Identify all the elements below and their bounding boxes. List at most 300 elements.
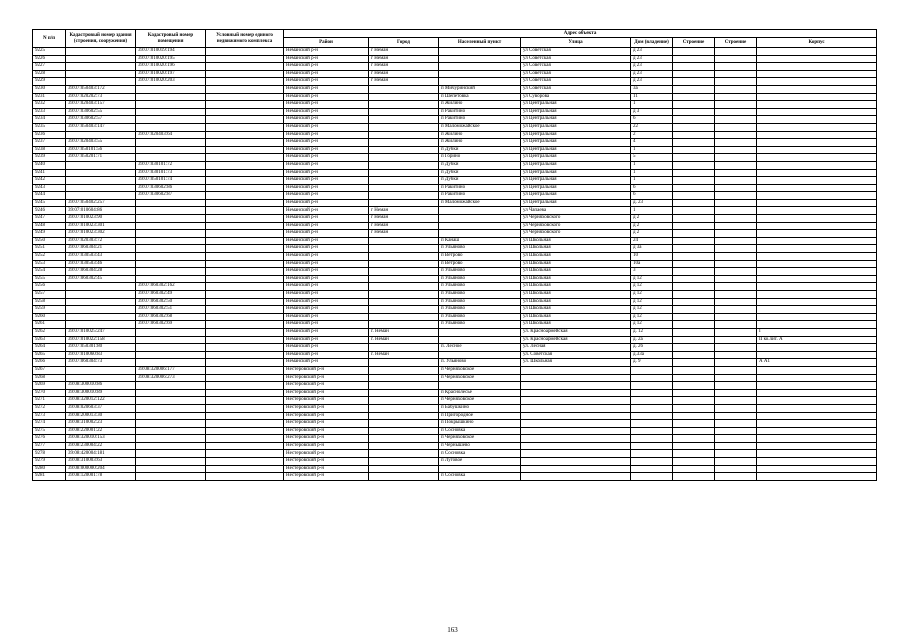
cell-dom: 24 (631, 237, 673, 245)
cell-gorod: г Неман (369, 215, 439, 223)
cell-stroenie (673, 237, 715, 245)
cell-cad-room (136, 253, 206, 261)
cell-unk (206, 321, 284, 329)
cell-stroenie (673, 116, 715, 124)
cell-ulica: ул Школьная (521, 260, 631, 268)
table-row (33, 161, 877, 169)
cell-cad-room (136, 108, 206, 116)
cell-number: 9279 (33, 458, 66, 466)
cell-cad-room (136, 268, 206, 276)
cell-cad-building (66, 313, 136, 321)
cell-rayon: Нестеровский р-н (284, 412, 369, 420)
cell-cad-room (136, 427, 206, 435)
cell-np: п Ракитино (439, 184, 521, 192)
cell-dom (631, 458, 673, 466)
table-row (33, 177, 877, 185)
cell-sooruzhenie (715, 465, 757, 473)
cell-gorod (369, 192, 439, 200)
cell-ulica: ул Школьная (521, 253, 631, 261)
cell-cad-room (136, 389, 206, 397)
cell-korpus (757, 253, 877, 261)
cell-cad-building: 39:07:060304:21 (66, 245, 136, 253)
cell-korpus (757, 215, 877, 223)
cell-np: п Дубки (439, 169, 521, 177)
header-number: N п/п (33, 30, 66, 48)
cell-stroenie (673, 207, 715, 215)
cell-sooruzhenie (715, 222, 757, 230)
cell-cad-room (136, 328, 206, 336)
cell-cad-building (66, 55, 136, 63)
cell-dom: 6 (631, 184, 673, 192)
cell-dom: 5 (631, 154, 673, 162)
table-row (33, 237, 877, 245)
table-row (33, 374, 877, 382)
cell-korpus (757, 351, 877, 359)
cell-sooruzhenie (715, 268, 757, 276)
cell-dom (631, 366, 673, 374)
cell-rayon: Нестеровский р-н (284, 420, 369, 428)
cell-gorod (369, 177, 439, 185)
cell-gorod (369, 306, 439, 314)
cell-rayon: Нестеровский р-н (284, 366, 369, 374)
cell-number: 9261 (33, 321, 66, 329)
cell-cad-room: 39:07:010019:194 (136, 48, 206, 56)
cell-np: п Дубки (439, 177, 521, 185)
cell-unk (206, 268, 284, 276)
table-row (33, 139, 877, 147)
cell-unk (206, 412, 284, 420)
cell-number: 9225 (33, 48, 66, 56)
cell-stroenie (673, 199, 715, 207)
cell-sooruzhenie (715, 85, 757, 93)
cell-rayon: Неманский р-н (284, 199, 369, 207)
cell-number: 9233 (33, 108, 66, 116)
cell-np: п Черняховское (439, 435, 521, 443)
cell-np (439, 336, 521, 344)
table-row (33, 366, 877, 374)
cell-number: 9267 (33, 366, 66, 374)
cell-sooruzhenie (715, 442, 757, 450)
cell-ulica: ул Черняховского (521, 215, 631, 223)
cell-rayon: Неманский р-н (284, 184, 369, 192)
cell-np (439, 78, 521, 86)
cell-ulica: ул Центральная (521, 123, 631, 131)
cell-cad-building: 39:08:120001:78 (66, 473, 136, 481)
cell-dom: 1 (631, 169, 673, 177)
cell-sooruzhenie (715, 344, 757, 352)
table-row (33, 55, 877, 63)
cell-sooruzhenie (715, 48, 757, 56)
cell-dom: д 2 (631, 230, 673, 238)
cell-korpus (757, 442, 877, 450)
cell-stroenie (673, 184, 715, 192)
cell-sooruzhenie (715, 101, 757, 109)
cell-cad-room (136, 275, 206, 283)
cell-unk (206, 169, 284, 177)
cell-cad-room: 39:07:010020:196 (136, 63, 206, 71)
cell-np (439, 465, 521, 473)
cell-korpus (757, 275, 877, 283)
cell-ulica: ул. Красноармейская (521, 336, 631, 344)
cell-stroenie (673, 442, 715, 450)
cell-ulica (521, 427, 631, 435)
cell-number: 9230 (33, 85, 66, 93)
cell-gorod (369, 298, 439, 306)
cell-korpus (757, 63, 877, 71)
cell-dom: 11 (631, 93, 673, 101)
cell-stroenie (673, 291, 715, 299)
cell-sooruzhenie (715, 55, 757, 63)
cell-sooruzhenie (715, 458, 757, 466)
cell-cad-building: 39:07:020403:55 (66, 139, 136, 147)
cell-stroenie (673, 465, 715, 473)
cell-ulica: ул Школьная (521, 275, 631, 283)
cell-number: 9254 (33, 268, 66, 276)
cell-np: п Луговое (439, 458, 521, 466)
cell-stroenie (673, 328, 715, 336)
cell-stroenie (673, 85, 715, 93)
cell-dom: 3 (631, 268, 673, 276)
cell-rayon: Неманский р-н (284, 245, 369, 253)
cell-korpus (757, 404, 877, 412)
cell-korpus (757, 222, 877, 230)
cell-stroenie (673, 139, 715, 147)
cell-cad-room (136, 245, 206, 253)
cell-stroenie (673, 245, 715, 253)
cell-ulica (521, 473, 631, 481)
cell-ulica: ул Центральная (521, 131, 631, 139)
cell-np: п Шепетовка (439, 93, 521, 101)
cell-dom: 1 (631, 101, 673, 109)
cell-cad-room: 39:07:060302:50 (136, 298, 206, 306)
cell-stroenie (673, 93, 715, 101)
cell-cad-building (66, 161, 136, 169)
cell-gorod (369, 359, 439, 367)
cell-gorod (369, 283, 439, 291)
header-dom: Дом (владение) (631, 38, 673, 48)
cell-np: п Ульяново (439, 298, 521, 306)
cell-sooruzhenie (715, 70, 757, 78)
cell-cad-room (136, 146, 206, 154)
table-row (33, 283, 877, 291)
cell-korpus (757, 177, 877, 185)
cell-korpus (757, 146, 877, 154)
cell-np: п Ульяново (439, 275, 521, 283)
cell-number: 9245 (33, 199, 66, 207)
cell-stroenie (673, 351, 715, 359)
header-ulica: Улица (521, 38, 631, 48)
cell-rayon: Нестеровский р-н (284, 473, 369, 481)
cell-korpus (757, 131, 877, 139)
cell-sooruzhenie (715, 199, 757, 207)
cell-unk (206, 177, 284, 185)
cell-stroenie (673, 306, 715, 314)
cell-dom: д 23 (631, 48, 673, 56)
cell-cad-building: 39:07:020403:157 (66, 101, 136, 109)
cell-cad-building: 39:07:010025:247 (66, 328, 136, 336)
cell-dom (631, 389, 673, 397)
cell-gorod: г Неман (369, 222, 439, 230)
cell-number: 9264 (33, 344, 66, 352)
cell-stroenie (673, 253, 715, 261)
cell-cad-building: 39:08:320010:153 (66, 435, 136, 443)
cell-korpus (757, 108, 877, 116)
cell-cad-building (66, 78, 136, 86)
cell-sooruzhenie (715, 306, 757, 314)
cell-cad-building: 39:07:050101:56 (66, 146, 136, 154)
cell-cad-room (136, 207, 206, 215)
cell-np: п Дубки (439, 161, 521, 169)
cell-ulica: ул Центральная (521, 101, 631, 109)
table-row (33, 306, 877, 314)
cell-korpus (757, 412, 877, 420)
cell-korpus (757, 268, 877, 276)
cell-cad-building (66, 283, 136, 291)
cell-sooruzhenie (715, 313, 757, 321)
header-address: Адрес объекта (284, 30, 877, 38)
cell-cad-room: 39:07:030602:86 (136, 184, 206, 192)
cell-cad-room (136, 336, 206, 344)
cell-rayon: Неманский р-н (284, 63, 369, 71)
cell-np: п Краснолесье (439, 389, 521, 397)
cell-stroenie (673, 435, 715, 443)
cell-ulica: ул Черняховского (521, 222, 631, 230)
cell-rayon: Неманский р-н (284, 116, 369, 124)
cell-korpus (757, 427, 877, 435)
cell-number: 9263 (33, 336, 66, 344)
cell-cad-room (136, 404, 206, 412)
cell-korpus (757, 260, 877, 268)
cell-number: 9280 (33, 465, 66, 473)
cell-korpus (757, 192, 877, 200)
table-row (33, 230, 877, 238)
cell-gorod (369, 382, 439, 390)
cell-ulica (521, 404, 631, 412)
cell-korpus (757, 366, 877, 374)
cell-ulica: ул Советская (521, 70, 631, 78)
cell-gorod (369, 374, 439, 382)
cell-rayon: Неманский р-н (284, 177, 369, 185)
cell-cad-room: 39:07:060302:69 (136, 321, 206, 329)
cell-sooruzhenie (715, 116, 757, 124)
header-cad-building: Кадастровый номер здания (строения, сооружения) (66, 30, 136, 48)
cell-korpus (757, 450, 877, 458)
cell-stroenie (673, 283, 715, 291)
cell-np: п Мичуринский (439, 85, 521, 93)
cell-dom: 2 (631, 131, 673, 139)
cell-rayon: Неманский р-н (284, 139, 369, 147)
cell-unk (206, 139, 284, 147)
cell-unk (206, 336, 284, 344)
cell-rayon: Неманский р-н (284, 336, 369, 344)
cell-cad-room: 39:07:010020:203 (136, 78, 206, 86)
cell-rayon: Неманский р-н (284, 359, 369, 367)
cell-dom: д 12 (631, 321, 673, 329)
table-row (33, 336, 877, 344)
cell-number: 9232 (33, 101, 66, 109)
table-row (33, 169, 877, 177)
cell-stroenie (673, 230, 715, 238)
cell-korpus (757, 116, 877, 124)
table-row (33, 63, 877, 71)
cell-cad-room (136, 344, 206, 352)
cell-sooruzhenie (715, 450, 757, 458)
cell-gorod (369, 260, 439, 268)
cell-number: 9250 (33, 237, 66, 245)
cell-gorod (369, 404, 439, 412)
cell-unk (206, 298, 284, 306)
cell-korpus (757, 55, 877, 63)
cell-cad-building (66, 48, 136, 56)
cell-cad-building (66, 63, 136, 71)
cell-gorod (369, 420, 439, 428)
table-row (33, 473, 877, 481)
cell-gorod (369, 123, 439, 131)
cell-cad-building: 39:07:050403:147 (66, 123, 136, 131)
cell-korpus (757, 237, 877, 245)
cell-np: п. Лесное (439, 344, 521, 352)
cell-cad-building: 39:08:310003:63 (66, 458, 136, 466)
cell-stroenie (673, 63, 715, 71)
cell-dom: д 2 (631, 215, 673, 223)
cell-korpus (757, 230, 877, 238)
cell-gorod (369, 184, 439, 192)
cell-cad-building: 39:08:310002:23 (66, 420, 136, 428)
cell-rayon: Нестеровский р-н (284, 389, 369, 397)
cell-gorod: г. Неман (369, 328, 439, 336)
cell-number: 9235 (33, 123, 66, 131)
page-number: 163 (447, 626, 458, 634)
cell-unk (206, 108, 284, 116)
cell-stroenie (673, 412, 715, 420)
cell-dom: д 2 (631, 222, 673, 230)
cell-stroenie (673, 192, 715, 200)
cell-dom: 6 (631, 192, 673, 200)
cell-ulica: ул Центральная (521, 108, 631, 116)
cell-ulica: ул. Красноармейская (521, 328, 631, 336)
table-row (33, 458, 877, 466)
cell-sooruzhenie (715, 93, 757, 101)
cell-stroenie (673, 275, 715, 283)
cell-np: п Ульяново (439, 268, 521, 276)
cell-unk (206, 207, 284, 215)
cell-sooruzhenie (715, 108, 757, 116)
cell-unk (206, 70, 284, 78)
cell-number: 9241 (33, 169, 66, 177)
cell-number: 9246 (33, 207, 66, 215)
cell-sooruzhenie (715, 139, 757, 147)
cell-dom (631, 382, 673, 390)
cell-rayon: Неманский р-н (284, 70, 369, 78)
cell-cad-building: 39:07:030503:43 (66, 253, 136, 261)
cell-sooruzhenie (715, 374, 757, 382)
cell-np: п Ракитино (439, 116, 521, 124)
table-row (33, 382, 877, 390)
cell-number: 9255 (33, 275, 66, 283)
cell-stroenie (673, 169, 715, 177)
cell-dom: д 12 (631, 306, 673, 314)
cell-unk (206, 184, 284, 192)
cell-ulica: ул Советская (521, 55, 631, 63)
cell-number: 9243 (33, 184, 66, 192)
cell-cad-building: 39:07:010023:301 (66, 222, 136, 230)
cell-gorod: г Неман (369, 48, 439, 56)
cell-ulica (521, 397, 631, 405)
cell-ulica: ул. Лесная (521, 344, 631, 352)
cell-stroenie (673, 397, 715, 405)
cell-unk (206, 123, 284, 131)
table-row (33, 123, 877, 131)
cell-dom (631, 442, 673, 450)
cell-ulica: ул Центральная (521, 169, 631, 177)
cell-unk (206, 93, 284, 101)
cell-np (439, 222, 521, 230)
cell-dom: д 23 (631, 70, 673, 78)
cell-number: 9266 (33, 359, 66, 367)
cell-rayon: Неманский р-н (284, 344, 369, 352)
table-row (33, 245, 877, 253)
cell-number: 9281 (33, 473, 66, 481)
cell-sooruzhenie (715, 404, 757, 412)
cell-stroenie (673, 336, 715, 344)
cell-ulica: ул Черняховского (521, 230, 631, 238)
cell-rayon: Неманский р-н (284, 275, 369, 283)
header-cad-room: Кадастровый номер помещения (136, 30, 206, 48)
cell-number: 9248 (33, 222, 66, 230)
cell-sooruzhenie (715, 161, 757, 169)
cell-cad-room (136, 215, 206, 223)
cell-dom (631, 397, 673, 405)
cell-rayon: Неманский р-н (284, 78, 369, 86)
cell-stroenie (673, 78, 715, 86)
cell-gorod (369, 344, 439, 352)
cell-rayon: Нестеровский р-н (284, 397, 369, 405)
cell-gorod (369, 321, 439, 329)
cell-dom: 1 (631, 146, 673, 154)
cell-unk (206, 366, 284, 374)
cell-number: 9237 (33, 139, 66, 147)
table-row (33, 321, 877, 329)
cell-unk (206, 245, 284, 253)
table-row (33, 275, 877, 283)
cell-korpus: А А1 (757, 359, 877, 367)
cell-dom: д 12 (631, 291, 673, 299)
cell-cad-room: 39:07:020403:64 (136, 131, 206, 139)
cell-sooruzhenie (715, 131, 757, 139)
cell-cad-building: 39:07:010022:158 (66, 336, 136, 344)
header-korpus: Корпус (757, 38, 877, 48)
header-unk: Условный номер единого недвижимого комплекса (206, 30, 284, 48)
cell-stroenie (673, 260, 715, 268)
cell-stroenie (673, 374, 715, 382)
cell-gorod: г Неман (369, 63, 439, 71)
cell-cad-room: 39:07:030101:72 (136, 161, 206, 169)
cell-korpus (757, 78, 877, 86)
cell-dom: д.33а (631, 351, 673, 359)
cell-np (439, 382, 521, 390)
cell-np: п Маломожайское (439, 123, 521, 131)
cell-number: 9249 (33, 230, 66, 238)
cell-cad-room (136, 199, 206, 207)
header-sooruzhenie: Строение (715, 38, 757, 48)
cell-stroenie (673, 108, 715, 116)
cell-rayon: Неманский р-н (284, 222, 369, 230)
cell-rayon: Неманский р-н (284, 154, 369, 162)
cell-np: п Жилино (439, 139, 521, 147)
cell-ulica: ул Чапаева (521, 207, 631, 215)
cell-gorod (369, 313, 439, 321)
cell-korpus (757, 139, 877, 147)
